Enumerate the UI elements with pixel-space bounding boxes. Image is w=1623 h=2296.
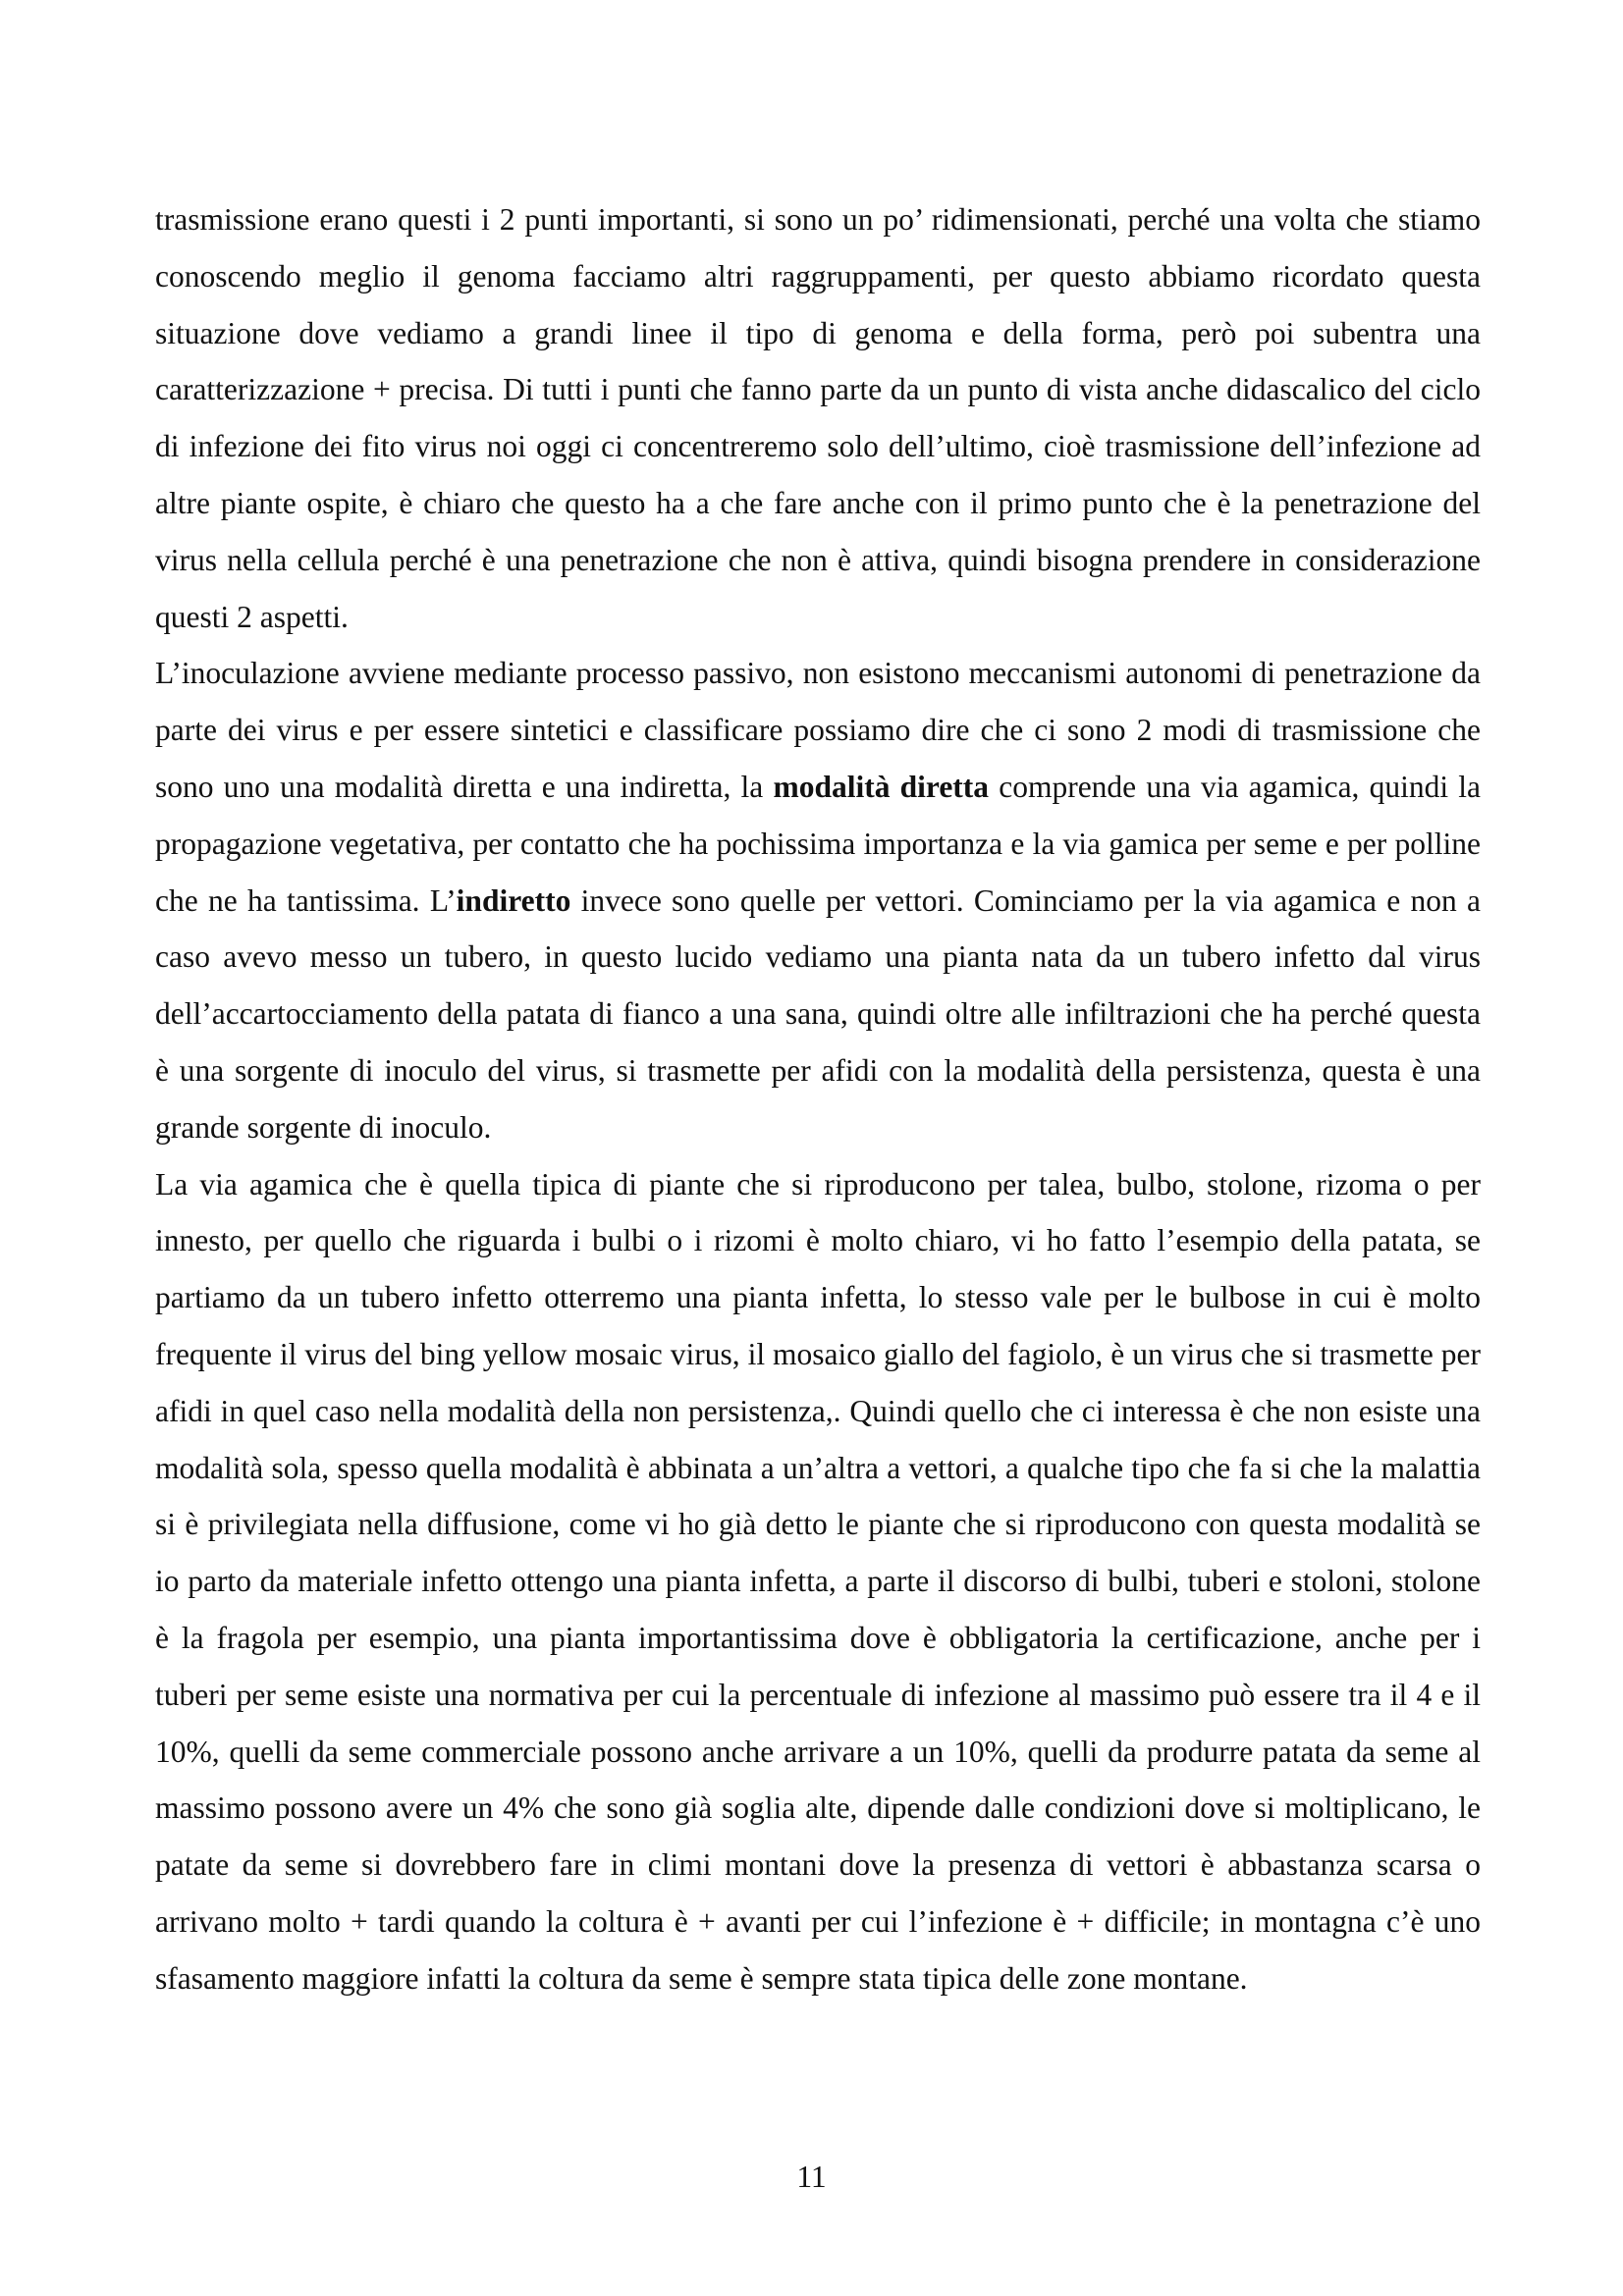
bold-term: modalità diretta: [773, 769, 990, 804]
bold-term: indiretto: [456, 882, 571, 918]
text-run: invece sono quelle per vettori. Cominciamo per la via agamica e non a caso avevo messo un tubero, in questo lucido vediamo una pianta nata da un tubero infetto dal virus dell’accartocciamento della patata di fianco a una sana, quindi oltre alle infiltrazioni che ha perché questa è una sorgente di inoculo del virus, si trasmette per afidi con la modalità della persistenza, questa è una grande sorgente di inoculo.: [155, 882, 1481, 1145]
paragraph-3: [155, 1156, 1481, 2007]
text-run: trasmissione erano questi i 2 punti importanti, si sono un po’ ridimensionati, perché una volta che stiamo conoscendo meglio il genoma facciamo altri raggruppamenti, per questo abbiamo ricordato questa situazione dove vediamo a grandi linee il tipo di genoma e della forma, però poi subentra una caratterizzazione + precisa. Di tutti i punti che fanno parte da un punto di vista anche didascalico del ciclo di infezione dei fito virus noi oggi ci concentreremo solo dell’ultimo, cioè trasmissione dell’infezione ad altre piante ospite, è chiaro che questo ha a che fare anche con il primo punto che è la penetrazione del virus nella cellula perché è una penetrazione che non è attiva, quindi bisogna prendere in considerazione questi 2 aspetti.: [155, 202, 1481, 634]
text-run: La via agamica che è quella tipica di piante che si riproducono per talea, bulbo, stolone, rizoma o per innesto, per quello che riguarda i bulbi o i rizomi è molto chiaro, vi ho fatto l’esempio della patata, se partiamo da un tubero infetto otterremo una pianta infetta, lo stesso vale per le bulbose in cui è molto frequente il virus del bing yellow mosaic virus, il mosaico giallo del fagiolo, è un virus che si trasmette per afidi in quel caso nella modalità della non persistenza,. Quindi quello che ci interessa è che non esiste una modalità sola, spesso quella modalità è abbinata a un’altra a vettori, a qualche tipo che fa si che la malattia si è privilegiata nella diffusione, come vi ho già detto le piante che si riproducono con questa modalità se io parto da materiale infetto ottengo una pianta infetta, a parte il discorso di bulbi, tuberi e stoloni, stolone è la fragola per esempio, una pianta importantissima dove è obbligatoria la certificazione, anche per i tuberi per seme esiste una normativa per cui la percentuale di infezione al massimo può essere tra il 4 e il 10%, quelli da seme commerciale possono anche arrivare a un 10%, quelli da produrre patata da seme al massimo possono avere un 4% che sono già soglia alte, dipende dalle condizioni dove si moltiplicano, le patate da seme si dovrebbero fare in climi montani dove la presenza di vettori è abbastanza scarsa o arrivano molto + tardi quando la coltura è + avanti per cui l’infezione è + difficile; in montagna c’è uno sfasamento maggiore infatti la coltura da seme è sempre stata tipica delle zone montane.: [155, 1166, 1481, 1996]
document-body: [155, 191, 1481, 2007]
page-number: 11: [796, 2160, 827, 2194]
paragraph-1: [155, 191, 1481, 645]
text-run: comprende una via agamica, quindi la propagazione vegetativa, per contatto che ha pochissima importanza e la via gamica per seme e per polline che ne ha tantissima. L’: [155, 769, 1481, 918]
text-run: L’inoculazione avviene mediante processo passivo, non esistono meccanismi autonomi di penetrazione da parte dei virus e per essere sintetici e classificare possiamo dire che ci sono 2 modi di trasmissione che sono uno una modalità diretta e una indiretta, la: [155, 656, 1481, 804]
paragraph-2: [155, 645, 1481, 1155]
